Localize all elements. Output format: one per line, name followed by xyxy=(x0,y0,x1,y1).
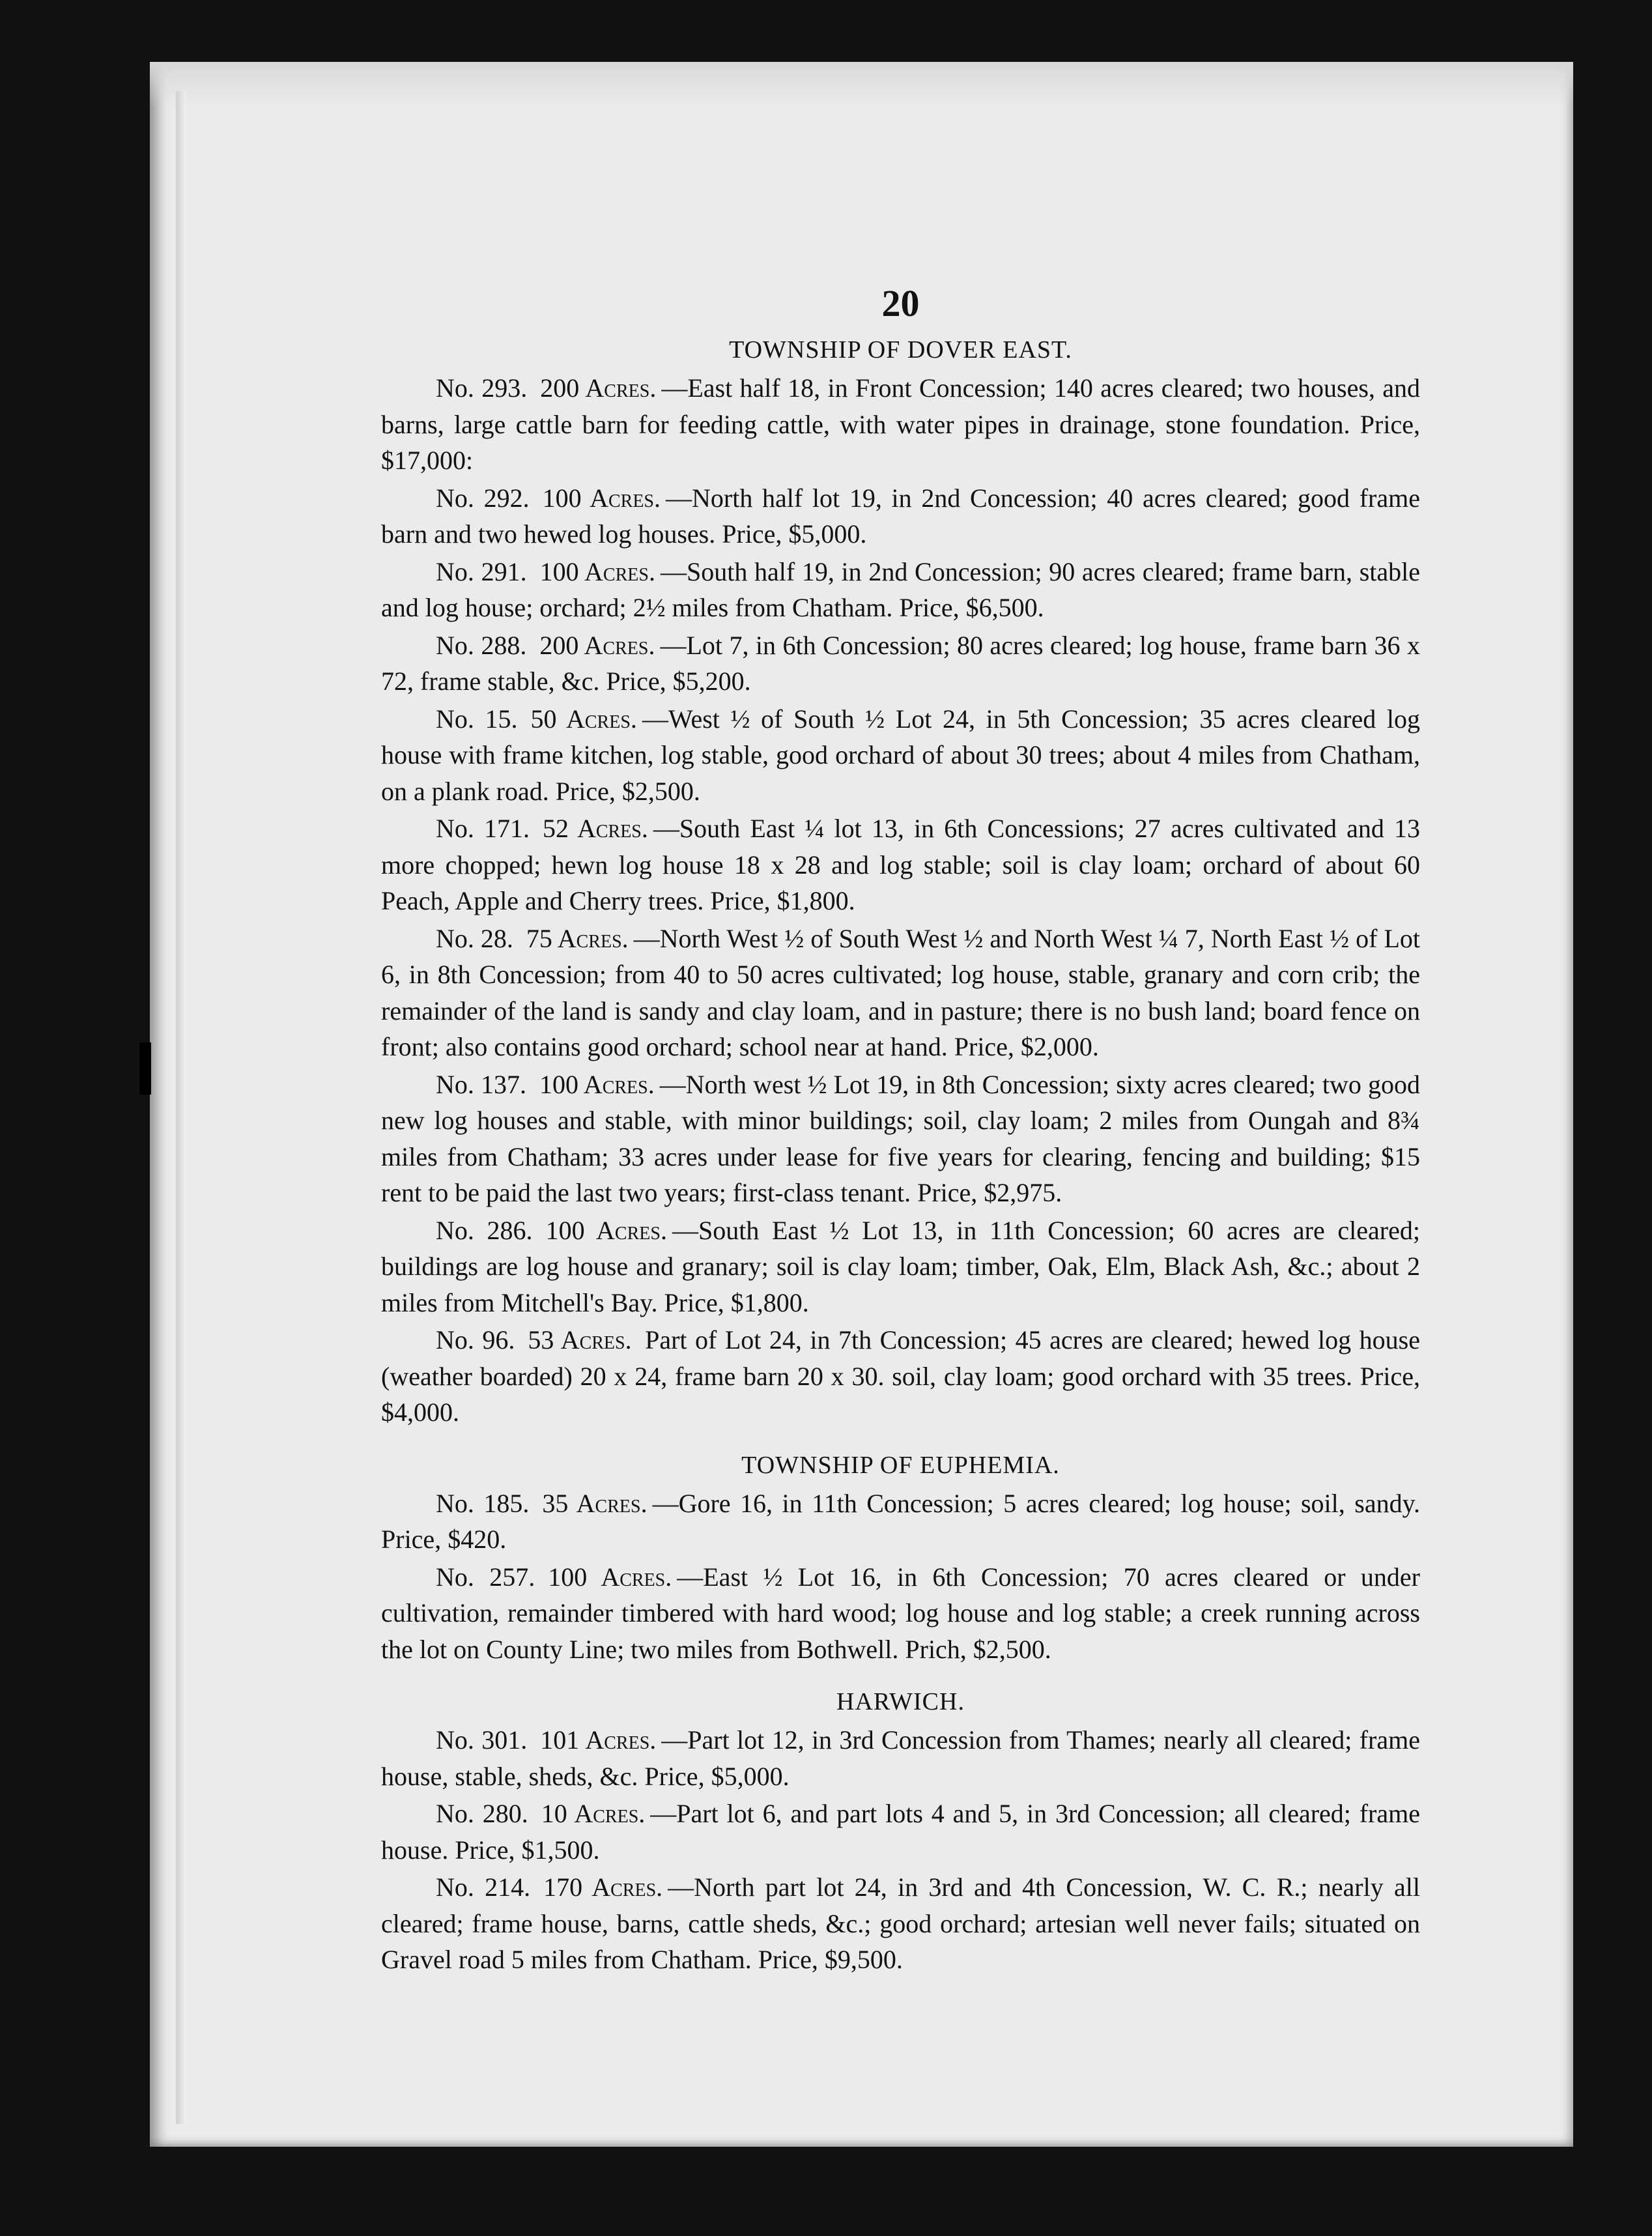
listing-entry xyxy=(381,810,1420,919)
listing-description: —North part lot 24, in 3rd and 4th Concession, W. C. R.; nearly all cleared; frame house, barns, cattle sheds, &c.; good orchard; artesian well never fails; situated on Gravel road 5 miles from Chatham. Price, $9,500. xyxy=(381,1872,1420,1974)
page-content xyxy=(381,280,1420,1979)
section-euphemia xyxy=(381,1445,1420,1668)
lot-number: No. 171. xyxy=(436,814,530,843)
acreage: 100 Acres. xyxy=(542,483,661,513)
section-harwich xyxy=(381,1682,1420,1978)
lot-number: No. 293. xyxy=(436,373,528,403)
listing-entry xyxy=(381,1869,1420,1978)
listing-description: —West ½ of South ½ Lot 24, in 5th Concession; 35 acres cleared log house with frame kitchen, log stable, good orchard of about 30 trees; about 4 miles from Chatham, on a plank road. Price, $2,500. xyxy=(381,704,1420,806)
listing-description: —Lot 7, in 6th Concession; 80 acres cleared; log house, frame barn 36 x 72, frame stable, &c. Price, $5,200. xyxy=(381,630,1420,696)
listing-entry xyxy=(381,1559,1420,1668)
listing-entry xyxy=(381,554,1420,626)
page-top-edge xyxy=(150,62,1573,108)
listing-description: —Part lot 12, in 3rd Concession from Thames; nearly all cleared; frame house, stable, sheds, &c. Price, $5,000. xyxy=(381,1725,1420,1791)
listing-entry xyxy=(381,1322,1420,1431)
lot-number: No. 288. xyxy=(436,630,527,660)
listing-entry xyxy=(381,370,1420,479)
listing-description: —South East ½ Lot 13, in 11th Concession; 60 acres are cleared; buildings are log house and granary; soil is clay loam; timber, Oak, Elm, Black Ash, &c.; about 2 miles from Mitchell's Bay. Price, $1,800. xyxy=(381,1215,1420,1317)
lot-number: No. 286. xyxy=(436,1215,533,1245)
acreage: 50 Acres. xyxy=(530,704,637,734)
listing-description: —North West ½ of South West ½ and North West ¼ 7, North East ½ of Lot 6, in 8th Concession; from 40 to 50 acres cultivated; log house, stable, granary and corn crib; the remainder of the land is sandy and clay loam, and in pasture; there is no bush land; board fence on front; also contains good orchard; school near at hand. Price, $2,000. xyxy=(381,923,1420,1061)
lot-number: No. 301. xyxy=(436,1725,528,1755)
acreage: 100 Acres. xyxy=(545,1215,667,1245)
listing-description: —South East ¼ lot 13, in 6th Concessions; 27 acres cultivated and 13 more chopped; hewn log house 18 x 28 and log stable; soil is clay loam; orchard of about 60 Peach, Apple and Cherry trees. Price, $1,800. xyxy=(381,814,1420,915)
lot-number: No. 214. xyxy=(436,1872,531,1902)
listing-description: —South half 19, in 2nd Concession; 90 acres cleared; frame barn, stable and log house; orchard; 2½ miles from Chatham. Price, $6,500. xyxy=(381,556,1420,622)
listing-entry xyxy=(381,1796,1420,1868)
listing-entry xyxy=(381,1485,1420,1558)
listing-entry xyxy=(381,1212,1420,1321)
listing-description: —East ½ Lot 16, in 6th Concession; 70 acres cleared or under cultivation, remainder timbered with hard wood; log house and log stable; a creek running across the lot on County Line; two miles from Bothwell. Prich, $2,500. xyxy=(381,1562,1420,1664)
listing-entry xyxy=(381,1722,1420,1794)
section-title: TOWNSHIP OF EUPHEMIA. xyxy=(741,1451,1060,1479)
acreage: 101 Acres. xyxy=(540,1725,657,1755)
listing-description: —North west ½ Lot 19, in 8th Concession; sixty acres cleared; two good new log houses and stable, with minor buildings; soil, clay loam; 2 miles from Oungah and 8¾ miles from Chatham; 33 acres under lease for five years for clearing, fencing and building; $15 rent to be paid the last two years; first-class tenant. Price, $2,975. xyxy=(381,1069,1420,1207)
page-left-edge xyxy=(176,91,186,2124)
acreage: 200 Acres. xyxy=(539,630,655,660)
lot-number: No. 291. xyxy=(436,556,527,586)
page-number: 20 xyxy=(881,282,920,324)
listing-entry xyxy=(381,921,1420,1065)
listing-entry xyxy=(381,701,1420,810)
section-title: HARWICH. xyxy=(836,1688,965,1715)
listing-entry xyxy=(381,1067,1420,1211)
listing-entry xyxy=(381,627,1420,700)
section-title: TOWNSHIP OF DOVER EAST. xyxy=(729,336,1072,364)
acreage: 75 Acres. xyxy=(526,923,629,953)
listing-entry xyxy=(381,480,1420,552)
binding-mark xyxy=(139,1042,151,1095)
lot-number: No. 96. xyxy=(436,1325,515,1354)
lot-number: No. 185. xyxy=(436,1488,530,1518)
acreage: 53 Acres. xyxy=(528,1325,632,1354)
listing-description: —Part lot 6, and part lots 4 and 5, in 3rd Concession; all cleared; frame house. Price, $1,500. xyxy=(381,1799,1421,1865)
lot-number: No. 137. xyxy=(436,1069,526,1099)
acreage: 10 Acres. xyxy=(541,1799,646,1828)
lot-number: No. 280. xyxy=(436,1799,528,1828)
listing-description: —East half 18, in Front Concession; 140 acres cleared; two houses, and barns, large cattle barn for feeding cattle, with water pipes in drainage, stone foundation. Price, $17,000: xyxy=(381,373,1421,475)
acreage: 100 Acres. xyxy=(548,1562,672,1592)
listing-description: Part of Lot 24, in 7th Concession; 45 acres are cleared; hewed log house (weather boarded) 20 x 24, frame barn 20 x 30. soil, clay loam; good orchard with 35 trees. Price, $4,000. xyxy=(381,1325,1420,1427)
listing-description: —North half lot 19, in 2nd Concession; 40 acres cleared; good frame barn and two hewed log houses. Price, $5,000. xyxy=(381,483,1420,549)
acreage: 35 Acres. xyxy=(542,1488,648,1518)
lot-number: No. 15. xyxy=(436,704,518,734)
acreage: 100 Acres. xyxy=(539,556,655,586)
section-dover-east xyxy=(381,330,1420,1431)
listing-description: —Gore 16, in 11th Concession; 5 acres cleared; log house; soil, sandy. Price, $420. xyxy=(381,1488,1420,1554)
lot-number: No. 292. xyxy=(436,483,530,513)
acreage: 100 Acres. xyxy=(539,1069,655,1099)
acreage: 52 Acres. xyxy=(543,814,648,843)
acreage: 170 Acres. xyxy=(543,1872,663,1902)
lot-number: No. 28. xyxy=(436,923,513,953)
lot-number: No. 257. xyxy=(436,1562,535,1592)
acreage: 200 Acres. xyxy=(540,373,657,403)
